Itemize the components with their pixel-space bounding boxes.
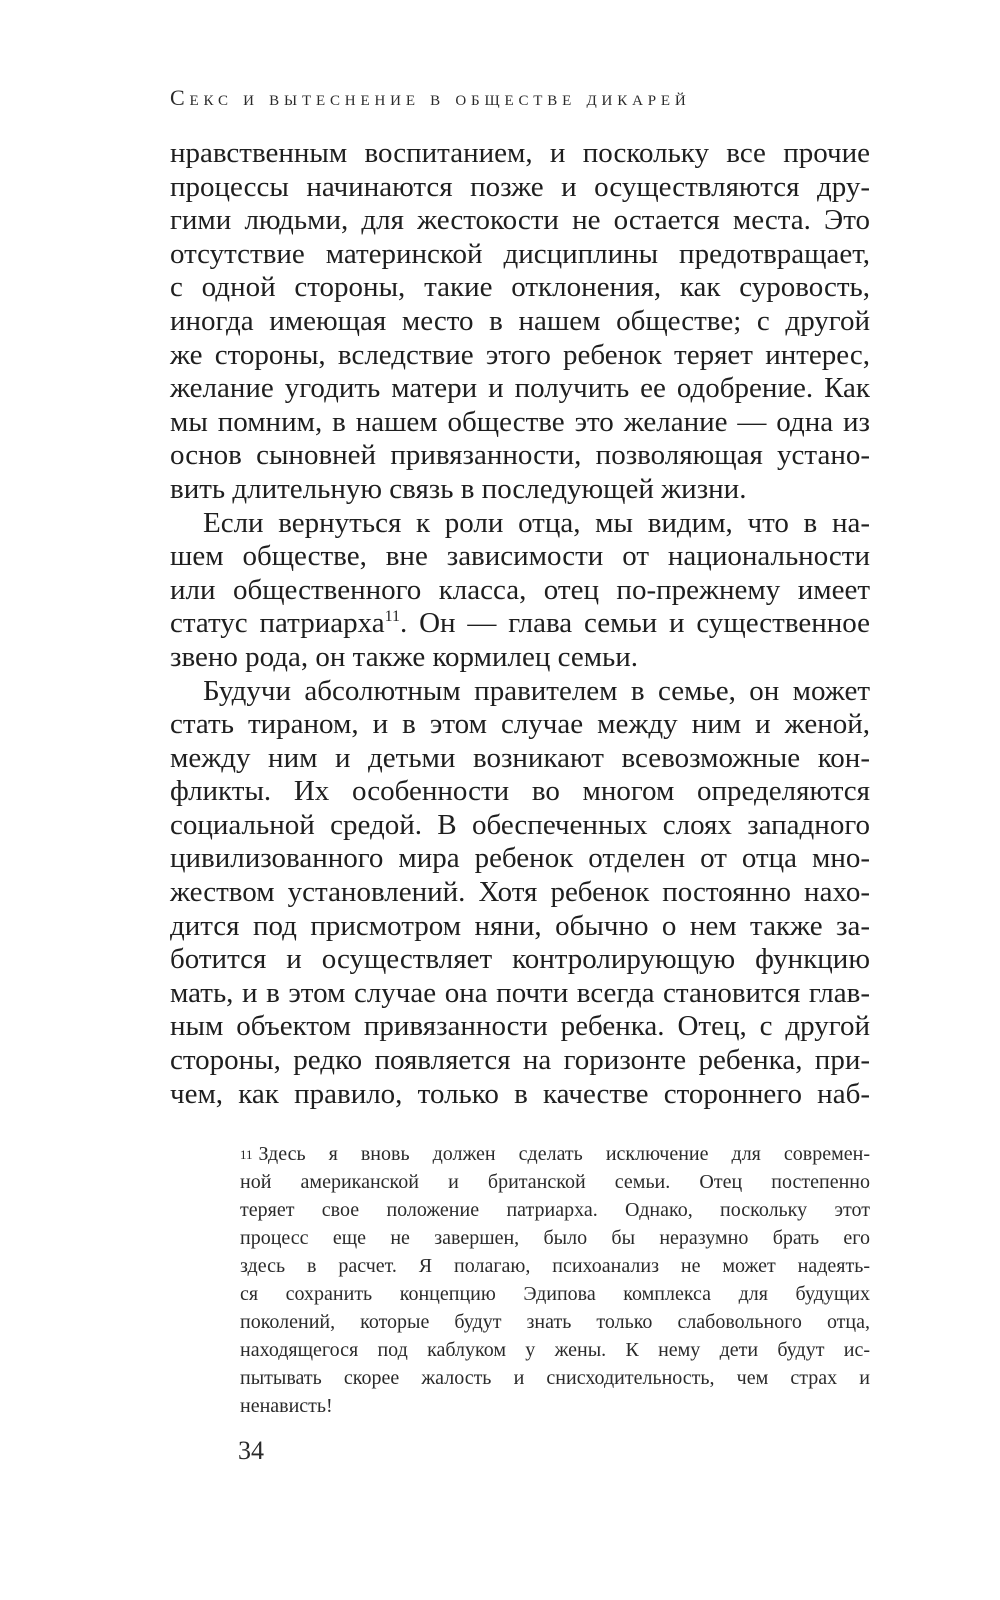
text-line: звено рода, он также кормилец семьи.	[170, 640, 639, 673]
footnote	[240, 1140, 870, 1420]
text-line: вить длительную связь в последующей жизни.	[170, 472, 747, 505]
running-header: Секс и вытеснение в обществе дикарей	[170, 85, 691, 110]
footnote-line: поколений, которые будут знать только слабовольного отца,	[240, 1311, 870, 1333]
footnote-line: ной американской и британской семьи. Отец постепенно	[240, 1171, 870, 1193]
text-line-with-footnote-ref	[170, 607, 870, 641]
text-line: иногда имеющая место в нашем обществе; с другой	[170, 304, 870, 337]
page-number: 34	[238, 1436, 264, 1465]
text-line: фликты. Их особенности во многом определяются	[170, 775, 870, 808]
text-line: Если вернуться к роли отца, мы видим, что в на-	[203, 506, 870, 539]
footnote-line: процесс еще не завершен, было бы неразумно брать его	[240, 1227, 870, 1249]
text-line: отсутствие материнской дисциплины предотвращает,	[170, 237, 870, 270]
text-line: процессы начинаются позже и осуществляются дру-	[170, 170, 870, 203]
text-line: мать, и в этом случае она почти всегда становится глав-	[170, 976, 870, 1009]
footnote-line: пытывать скорее жалость и снисходительность, чем страх и	[240, 1367, 870, 1389]
footnote-line: находящегося под каблуком у жены. К нему дети будут ис-	[240, 1339, 870, 1361]
text-fragment: Здесь я вновь должен сделать исключение для современ-	[258, 1143, 870, 1165]
footnote-line: ся сохранить концепцию Эдипова комплекса для будущих	[240, 1283, 870, 1305]
footnote-marker: 11	[240, 1147, 253, 1162]
text-line: гими людьми, для жестокости не остается места. Это	[170, 204, 870, 237]
text-line: же стороны, вследствие этого ребенок теряет интерес,	[170, 338, 870, 371]
text-line: мы помним, в нашем обществе это желание — одна из	[170, 405, 870, 438]
text-line: стороны, редко появляется на горизонте ребенка, при-	[170, 1044, 870, 1077]
text-line: с одной стороны, такие отклонения, как суровость,	[170, 271, 870, 304]
text-line: дится под присмотром няни, обычно о нем также за-	[170, 909, 870, 942]
text-line: между ним и детьми возникают всевозможные кон-	[170, 741, 870, 774]
text-line: жеством установлений. Хотя ребенок постоянно нахо-	[170, 876, 870, 909]
text-line: стать тираном, и в этом случае между ним и женой,	[170, 708, 870, 741]
text-line: цивилизованного мира ребенок отделен от отца мно-	[170, 842, 870, 875]
text-line: ботится и осуществляет контролирующую функцию	[170, 943, 870, 976]
text-line: социальной средой. В обеспеченных слоях западного	[170, 808, 870, 841]
footnote-line: здесь в расчет. Я полагаю, психоанализ не может надеять-	[240, 1255, 870, 1277]
footnote-line: ненависть!	[240, 1395, 333, 1417]
text-line: Будучи абсолютным правителем в семье, он может	[203, 674, 870, 707]
text-line: или общественного класса, отец по-прежнему имеет	[170, 573, 870, 606]
footnote-reference[interactable]: 11	[384, 608, 400, 626]
text-line: чем, как правило, только в качестве стороннего наб-	[170, 1077, 870, 1110]
text-line: ным объектом привязанности ребенка. Отец, с другой	[170, 1010, 870, 1043]
footnote-line: теряет свое положение патриарха. Однако, поскольку этот	[240, 1199, 870, 1221]
text-fragment: . Он — глава семьи и существенное	[399, 607, 870, 640]
main-text	[170, 137, 870, 1111]
text-line: основ сыновней привязанности, позволяющая устано-	[170, 439, 870, 472]
text-line: желание угодить матери и получить ее одобрение. Как	[170, 372, 870, 405]
text-line: нравственным воспитанием, и поскольку все прочие	[170, 137, 870, 169]
footnote-line	[240, 1140, 870, 1168]
text-fragment: статус патриарха	[170, 607, 385, 640]
text-line: шем обществе, вне зависимости от национальности	[170, 540, 870, 573]
